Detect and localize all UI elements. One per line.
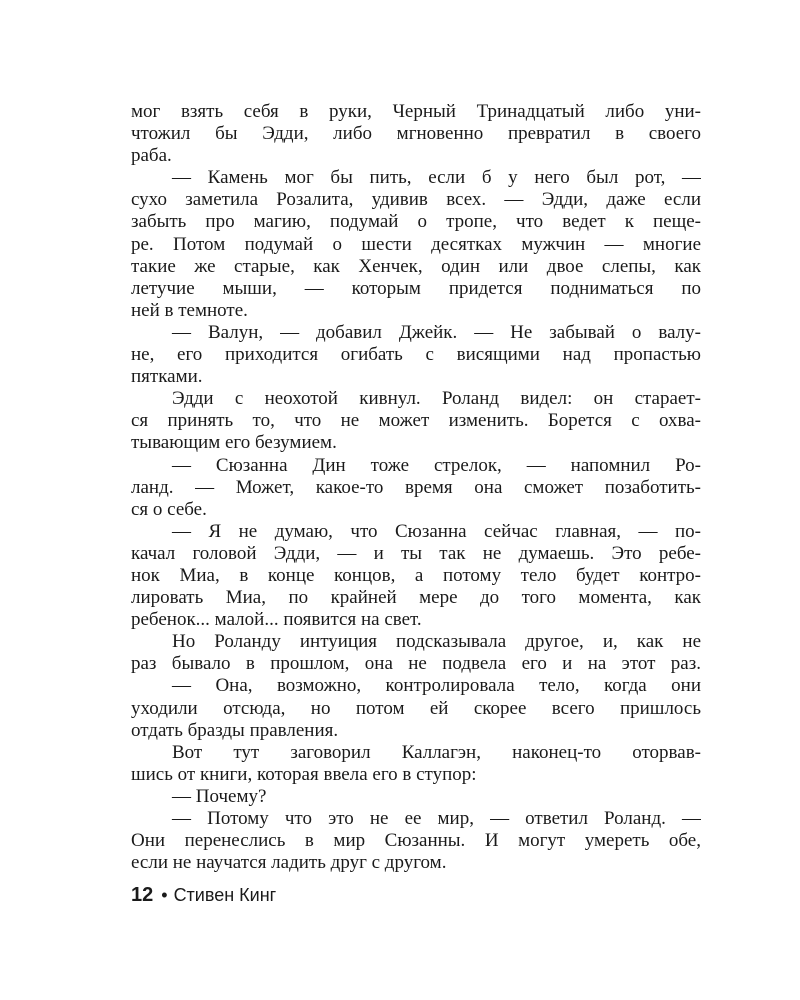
- text-line: лировать Миа, по крайней мере до того момента, как: [131, 587, 701, 609]
- text-line: чтожил бы Эдди, либо мгновенно превратил в своего: [131, 123, 701, 145]
- text-line: отдать бразды правления.: [131, 719, 339, 741]
- text-line: мог взять себя в руки, Черный Тринадцатый либо уни-: [131, 101, 701, 122]
- text-line: сухо заметила Розалита, удивив всех. — Эдди, даже если: [131, 189, 701, 211]
- text-line: нок Миа, в конце концов, а потому тело будет контро-: [131, 564, 701, 586]
- text-line: — Я не думаю, что Сюзанна сейчас главная, — по-: [172, 520, 701, 542]
- text-line: ся о себе.: [131, 498, 207, 520]
- page-footer: [131, 882, 276, 908]
- running-title: Стивен Кинг: [173, 885, 277, 905]
- text-line: — Почему?: [172, 785, 267, 807]
- text-line: раба.: [131, 145, 172, 167]
- page-number: 12: [131, 884, 154, 906]
- text-line: Они перенеслись в мир Сюзанны. И могут умереть обе,: [131, 830, 701, 852]
- text-line: — Сюзанна Дин тоже стрелок, — напомнил Ро-: [172, 454, 701, 476]
- text-line: если не научатся ладить друг с другом.: [131, 852, 447, 874]
- text-line: ре. Потом подумай о шести десятках мужчин — многие: [131, 233, 701, 255]
- text-line: — Камень мог бы пить, если б у него был рот, —: [172, 167, 701, 189]
- text-line: качал головой Эдди, — и ты так не думаешь. Это ребе-: [131, 542, 701, 564]
- text-line: ся принять то, что не может изменить. Борется с охва-: [131, 410, 701, 432]
- text-line: Но Роланду интуиция подсказывала другое, и, как не: [172, 631, 701, 653]
- text-line: ней в темноте.: [131, 299, 248, 321]
- text-line: Вот тут заговорил Каллагэн, наконец-то оторвав-: [172, 741, 701, 763]
- text-line: — Валун, — добавил Джейк. — Не забывай о валу-: [172, 321, 701, 343]
- text-line: такие же старые, как Хенчек, один или двое слепы, как: [131, 255, 701, 277]
- text-line: забыть про магию, подумай о тропе, что ведет к пеще-: [131, 211, 701, 233]
- text-line: — Потому что это не ее мир, — ответил Роланд. —: [172, 808, 701, 829]
- text-line: тывающим его безумием.: [131, 432, 337, 454]
- text-line: летучие мыши, — которым придется подниматься по: [131, 277, 701, 299]
- text-line: раз бывало в прошлом, она не подвела его и на этот раз.: [131, 653, 701, 675]
- bullet-separator: •: [161, 885, 168, 905]
- text-line: ребенок... малой... появится на свет.: [131, 609, 422, 631]
- body-text: [131, 101, 701, 874]
- text-line: — Она, возможно, контролировала тело, когда они: [172, 675, 701, 697]
- text-line: не, его приходится огибать с висящими над пропастью: [131, 344, 701, 366]
- text-line: уходили отсюда, но потом ей скорее всего пришлось: [131, 697, 701, 719]
- text-line: ланд. — Может, какое-то время она сможет позаботить-: [131, 476, 701, 498]
- text-line: шись от книги, которая ввела его в ступор:: [131, 763, 477, 785]
- text-line: пятками.: [131, 366, 203, 388]
- text-line: Эдди с неохотой кивнул. Роланд видел: он старает-: [172, 388, 701, 410]
